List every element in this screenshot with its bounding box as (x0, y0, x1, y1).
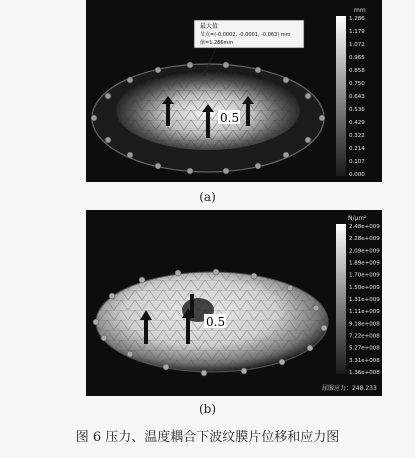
legend-tick-label: 0.536 (349, 107, 365, 113)
tooltip-line2: 值=1.286mm (200, 40, 234, 46)
tooltip-title: 最大值 (200, 23, 219, 30)
legend-tick-label: 2.09e+009 (349, 248, 380, 255)
legend-tick-label: 1.70e+009 (349, 272, 380, 279)
panel-a-label: (a) (199, 190, 216, 204)
legend-tick-label: 2.48e+009 (349, 224, 380, 230)
figure-caption: 图 6 压力、温度耦合下波纹膜片位移和应力图 (75, 430, 340, 445)
legend-tick-label: 1.36e+008 (349, 370, 380, 376)
legend-tick-label: 1.286 (349, 16, 365, 22)
legend-tick-label: 0.429 (349, 120, 365, 126)
panel-a-marker: 0.5 (220, 111, 240, 125)
legend-tick-label: 1.50e+009 (349, 284, 380, 291)
legend-tick-label: 1.179 (349, 29, 365, 35)
legend-tick-label: 0.000 (349, 172, 365, 178)
legend-tick-label: 0.965 (349, 55, 365, 61)
legend-tick-label: 5.27e+008 (349, 345, 380, 352)
legend-tick-label: 0.643 (349, 94, 365, 100)
panel-a-legend-bar (336, 16, 346, 176)
tooltip-line1: 节点=(-0.0002, -0.0001, -0.063) mm (200, 32, 291, 38)
legend-tick-label: 1.072 (349, 42, 365, 48)
legend-tick-label: 1.31e+009 (349, 297, 380, 303)
panel-b-label: (b) (198, 402, 217, 416)
panel-b-legend-bar (336, 224, 346, 374)
legend-tick-label: 0.214 (349, 146, 365, 152)
panel-b-marker: 0.5 (206, 315, 226, 329)
panel-a-units: mm (354, 7, 366, 14)
legend-tick-label: 9.18e+008 (349, 321, 380, 328)
legend-tick-label: 3.31e+008 (349, 357, 380, 364)
legend-tick-label: 0.322 (349, 133, 365, 139)
legend-tick-label: 7.22e+008 (349, 333, 380, 340)
panel-b-image (86, 210, 382, 396)
legend-tick-label: 0.750 (349, 81, 365, 87)
legend-tick-label: 2.28e+009 (349, 236, 380, 243)
legend-tick-label: 1.11e+009 (349, 309, 380, 316)
legend-tick-label: 1.89e+009 (349, 260, 380, 267)
legend-tick-label: 0.107 (349, 159, 365, 165)
panel-b-footer: 屈服应力：248.233 (322, 385, 377, 392)
panel-b-units: N/μm² (348, 215, 367, 222)
panel-a-image (86, 0, 382, 182)
legend-tick-label: 0.858 (349, 68, 365, 74)
